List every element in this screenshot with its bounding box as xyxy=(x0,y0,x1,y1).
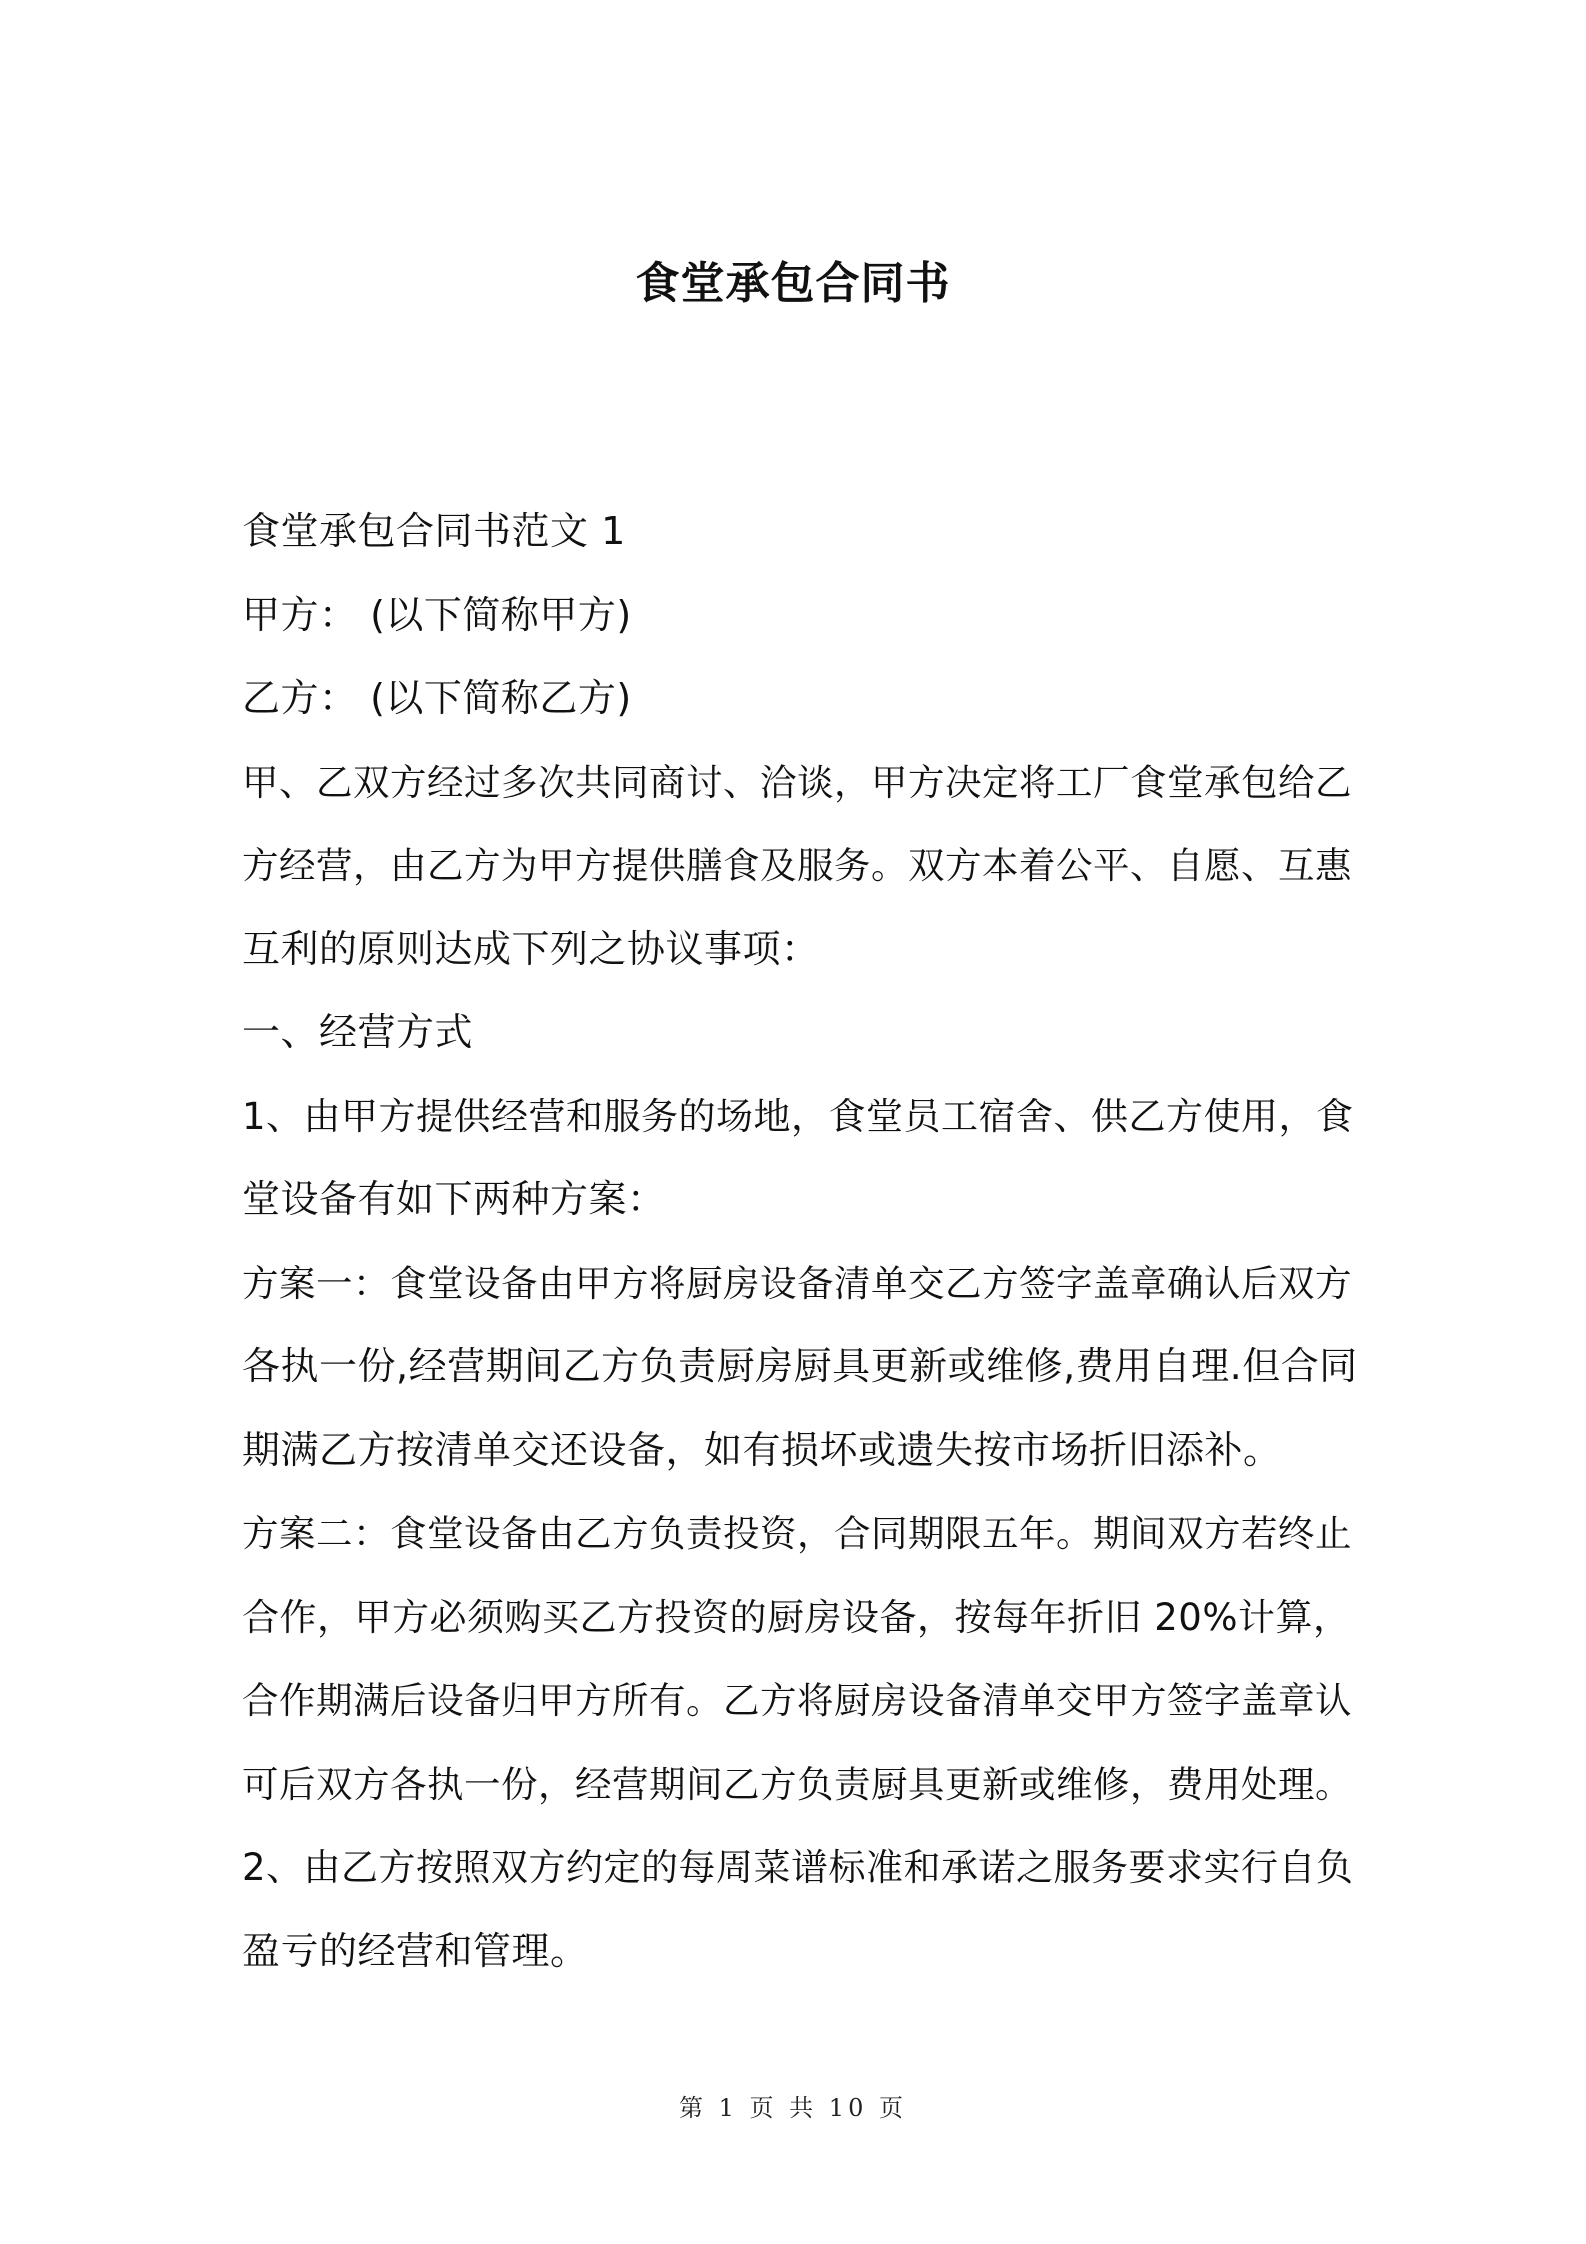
body-line: 方案一：食堂设备由甲方将厨房设备清单交乙方签字盖章确认后双方 xyxy=(242,1261,1352,1305)
body-line: 堂设备有如下两种方案： xyxy=(242,1177,666,1221)
body-line: 方经营，由乙方为甲方提供膳食及服务。双方本着公平、自愿、互惠 xyxy=(242,844,1352,887)
subtitle-line: 食堂承包合同书范文 1 xyxy=(242,509,626,553)
body-line: 方案二：食堂设备由乙方负责投资，合同期限五年。期间双方若终止 xyxy=(242,1512,1352,1555)
section-heading: 一、经营方式 xyxy=(242,1010,474,1054)
body-line: 合作期满后设备归甲方所有。乙方将厨房设备清单交甲方签字盖章认 xyxy=(242,1679,1352,1722)
body-line: 期满乙方按清单交还设备，如有损坏或遗失按市场折旧添补。 xyxy=(242,1427,1282,1472)
body-line: 甲、乙双方经过多次共同商讨、洽谈，甲方决定将工厂食堂承包给乙 xyxy=(242,760,1352,804)
document-title: 食堂承包合同书 xyxy=(635,258,951,309)
party-b-line: 乙方： (以下简称乙方) xyxy=(242,676,632,720)
party-a-line: 甲方： (以下简称甲方) xyxy=(242,592,632,637)
body-line: 2、由乙方按照双方约定的每周菜谱标准和承诺之服务要求实行自负 xyxy=(242,1846,1354,1889)
body-line: 各执一份,经营期间乙方负责厨房厨具更新或维修,费用自理.但合同 xyxy=(242,1344,1358,1388)
document-body xyxy=(242,490,1360,1993)
body-line: 1、由甲方提供经营和服务的场地，食堂员工宿舍、供乙方使用，食 xyxy=(242,1094,1354,1138)
page-number: 第 1 页 共 10 页 xyxy=(679,2094,907,2122)
body-line: 可后双方各执一份，经营期间乙方负责厨具更新或维修，费用处理。 xyxy=(242,1762,1352,1806)
body-line: 合作，甲方必须购买乙方投资的厨房设备，按每年折旧 20%计算， xyxy=(242,1595,1351,1639)
body-line: 盈亏的经营和管理。 xyxy=(242,1928,589,1973)
body-line: 互利的原则达成下列之协议事项： xyxy=(242,926,820,971)
